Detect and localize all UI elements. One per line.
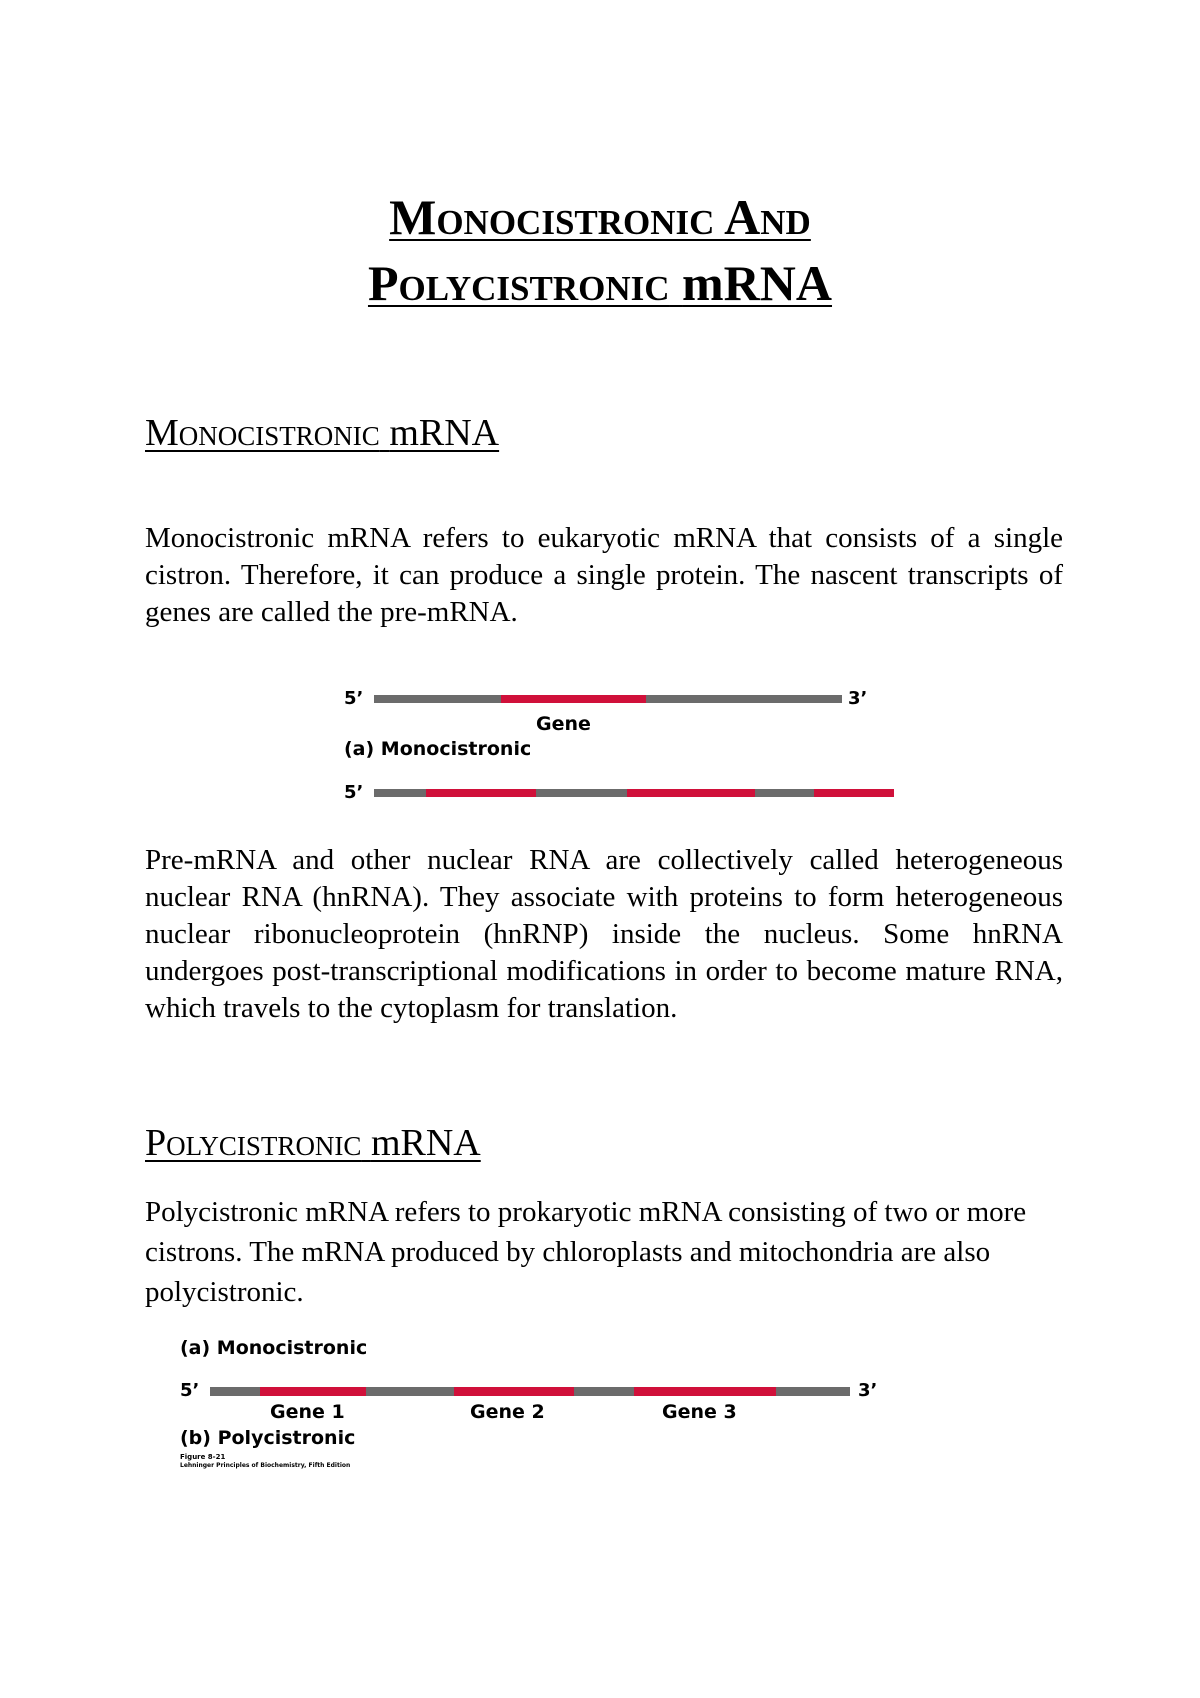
fig2-gene-3-label: Gene 3 (662, 1401, 737, 1423)
fig1-5prime-label-second: 5’ (344, 782, 364, 803)
figure-monocistronic (340, 684, 920, 804)
fig1-second-exon-3 (814, 789, 894, 797)
paragraph-polycistronic-intro: Polycistronic mRNA refers to prokaryotic mRNA consisting of two or more cistrons. The mRNA produced by chloroplasts and mitochondria are also polycistronic. (145, 1196, 1027, 1308)
fig1-5prime-label: 5’ (344, 688, 364, 709)
fig2-gene-2-segment (454, 1387, 574, 1396)
fig2-source: Lehninger Principles of Biochemistry, Fifth Edition (180, 1462, 351, 1469)
section-heading-sc: Monocistronic (145, 412, 380, 454)
title-line-1: Monocistronic And (389, 189, 811, 245)
fig2-caption-a: (a) Monocistronic (180, 1337, 368, 1359)
page-title (0, 184, 1200, 316)
figure-polycistronic (178, 1334, 898, 1474)
fig2-gene-2-label: Gene 2 (470, 1401, 545, 1423)
fig1-second-exon-2 (627, 789, 755, 797)
fig2-figure-number: Figure 8-21 (180, 1453, 226, 1461)
fig1-caption: (a) Monocistronic (344, 738, 532, 760)
fig2-gene-3-segment (634, 1387, 776, 1396)
title-line-2-sc: Polycistronic (367, 255, 670, 311)
fig2-gene-1-segment (260, 1387, 366, 1396)
paragraph-hnrna: Pre-mRNA and other nuclear RNA are collectively called heterogeneous nuclear RNA (hnRNA). They associate with proteins to form heterogeneous nuclear ribonucleoprotein (hnRNP) inside the nucleus. Some hnRNA undergoes post-transcriptional modifications in order to become mature RNA, which travels to the cytoplasm for translation. (145, 844, 1063, 1024)
section-heading-sc: Polycistronic (145, 1122, 362, 1164)
section-heading-plain: mRNA (389, 412, 500, 454)
fig1-3prime-label: 3’ (848, 688, 868, 709)
paragraph-monocistronic-intro: Monocistronic mRNA refers to eukaryotic mRNA that consists of a single cistron. Therefore, it can produce a single protein. The nascent transcripts of genes are called the pre-mRNA. (145, 522, 1063, 628)
title-line-2-plain: mRNA (682, 255, 833, 311)
section-heading-polycistronic (145, 1120, 481, 1166)
section-heading-plain: mRNA (370, 1122, 481, 1164)
fig1-second-exon-1 (426, 789, 536, 797)
section-heading-monocistronic (145, 410, 499, 456)
fig2-3prime-label: 3’ (858, 1380, 878, 1401)
fig1-gene-label: Gene (536, 713, 591, 735)
fig2-caption-b: (b) Polycistronic (180, 1427, 356, 1449)
fig2-gene-1-label: Gene 1 (270, 1401, 345, 1423)
fig1-gene-segment (501, 695, 646, 703)
fig2-5prime-label: 5’ (180, 1380, 200, 1401)
